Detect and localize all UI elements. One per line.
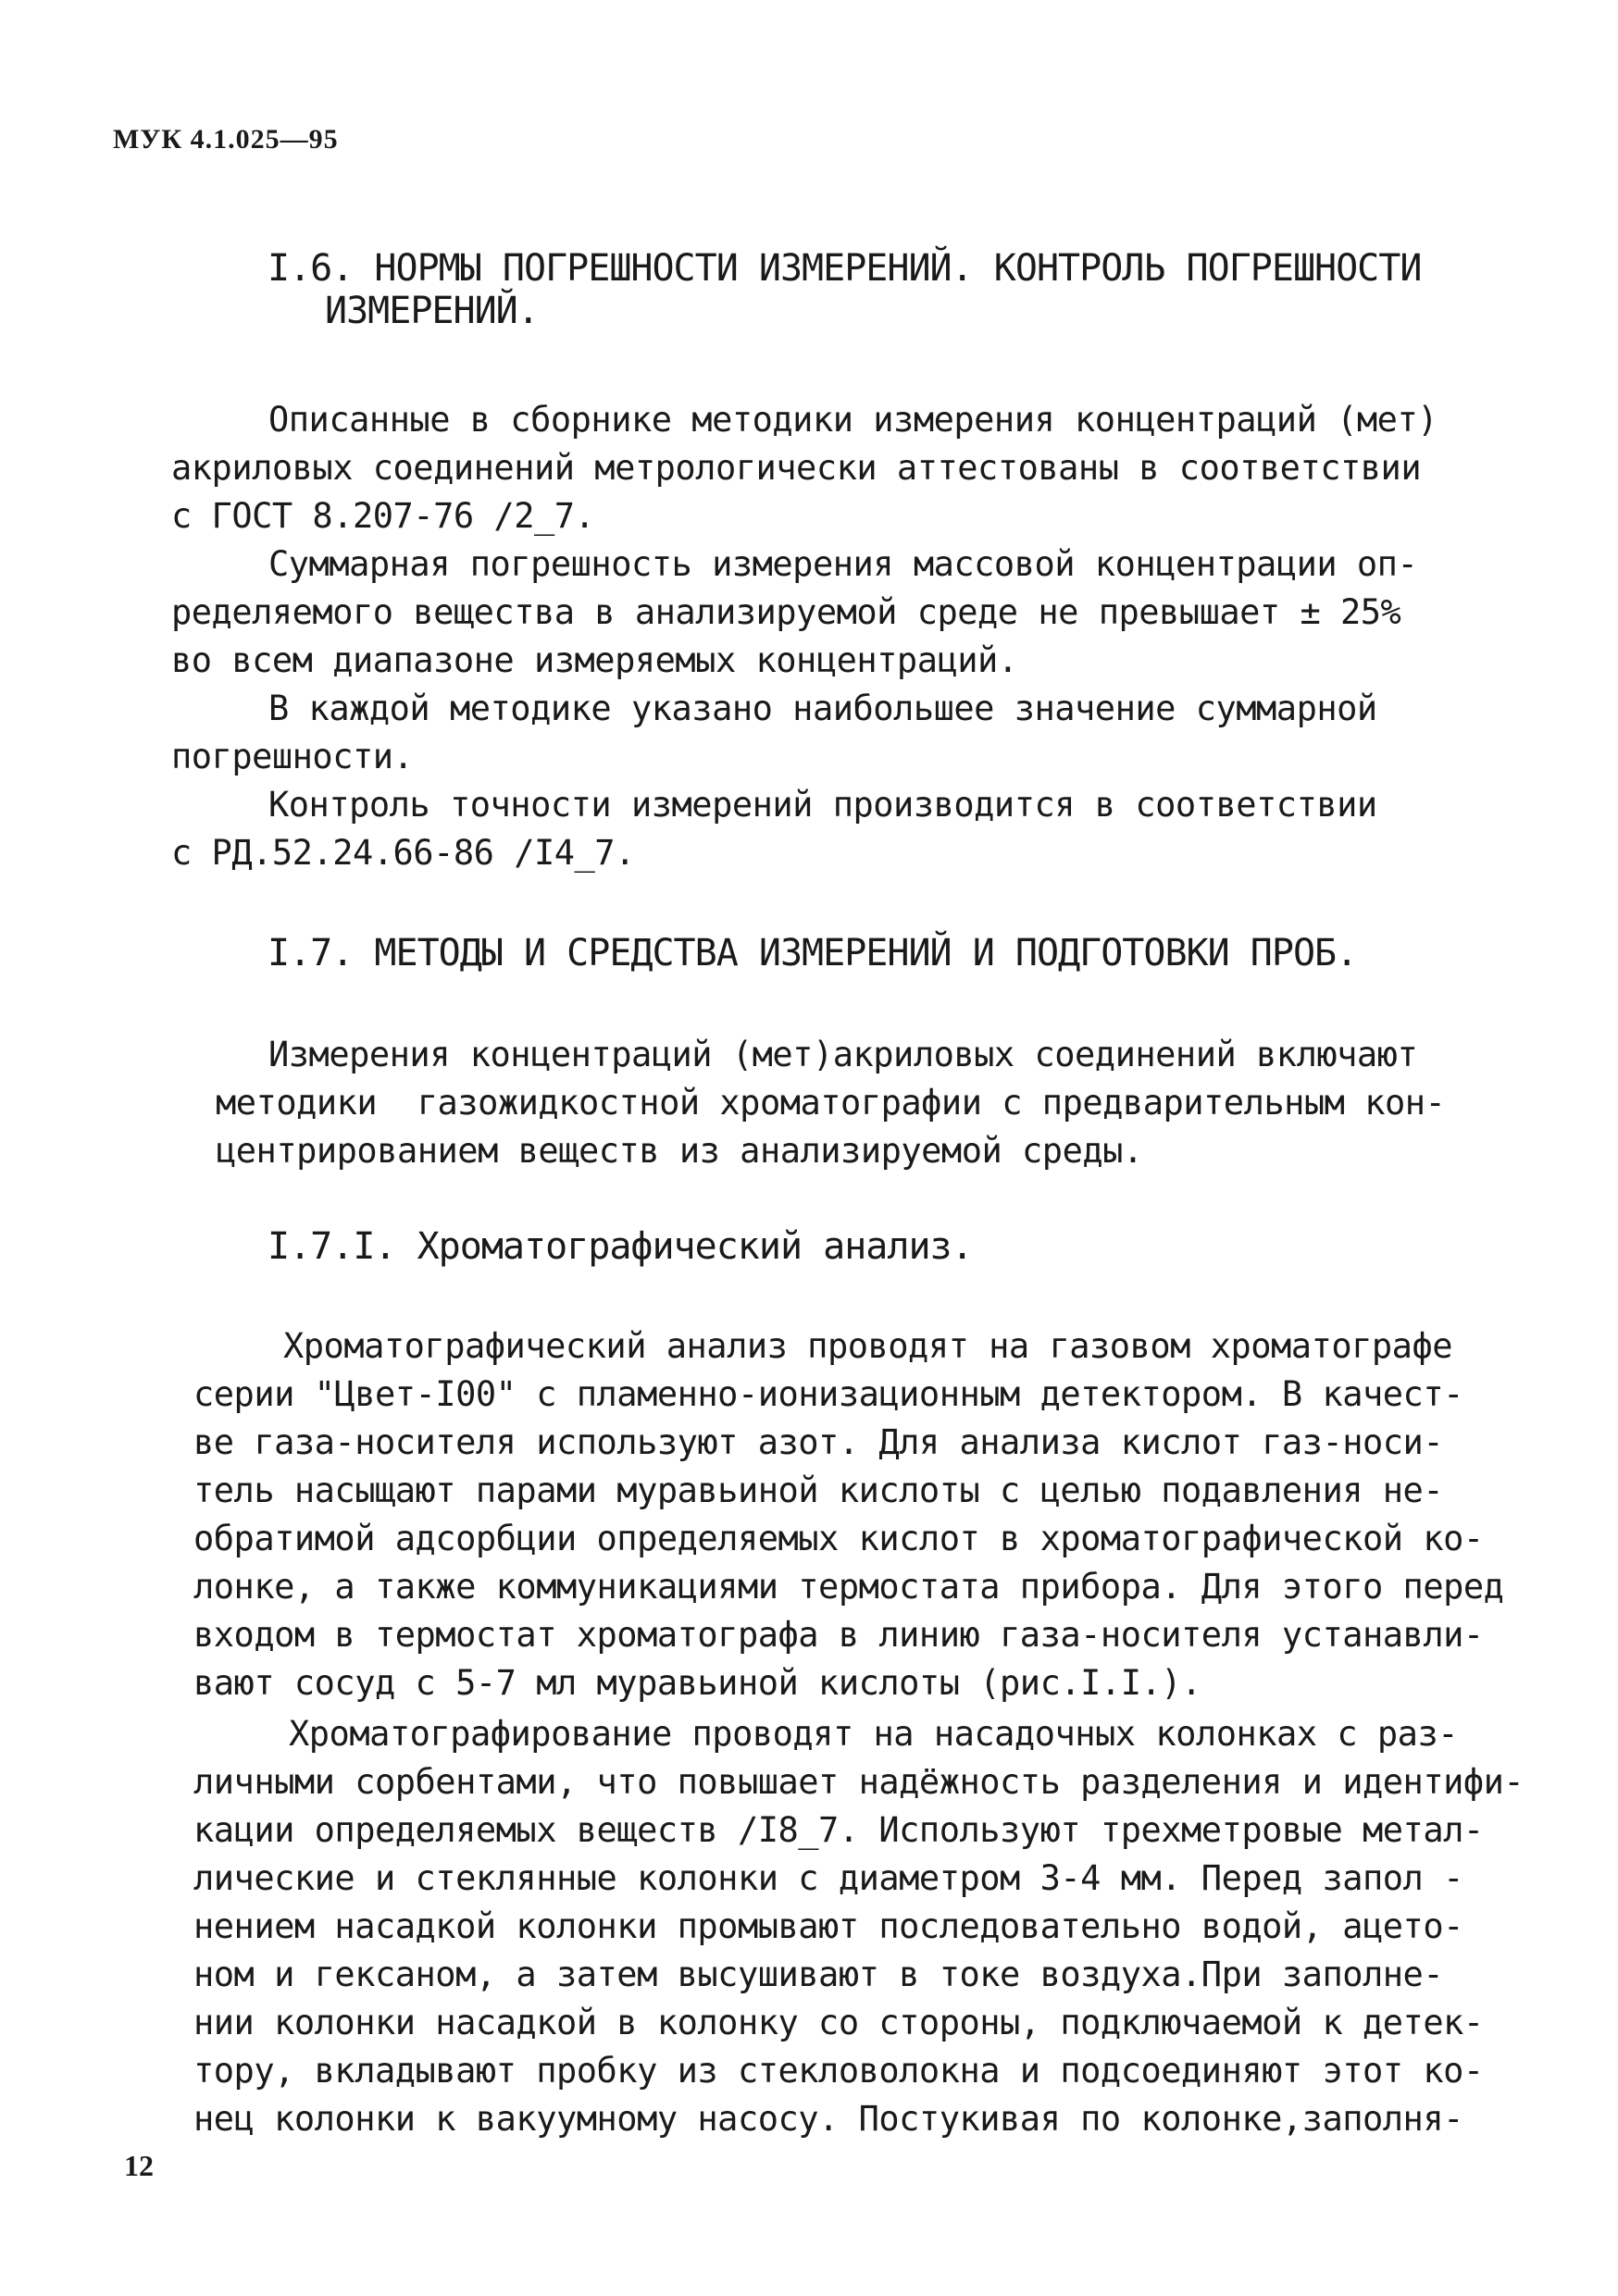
document-code: МУК 4.1.025—95 — [113, 124, 339, 155]
paragraph-line: тору, вкладывают пробку из стекловолокна и подсоединяют этот ко- — [193, 2051, 1484, 2091]
paragraph-line: ном и гексаном, а затем высушивают в токе воздуха.При заполне- — [193, 1955, 1444, 1994]
paragraph-line: Хроматографирование проводят на насадочных колонках с раз- — [289, 1714, 1459, 1754]
paragraph-line: акриловых соединений метрологически аттестованы в соответствии — [171, 448, 1422, 488]
paragraph-line: нением насадкой колонки промывают последовательно водой, ацето- — [193, 1906, 1463, 1946]
paragraph-line: погрешности. — [171, 737, 414, 776]
paragraph-line: обратимой адсорбции определяемых кислот в хроматографической ко- — [193, 1519, 1484, 1558]
paragraph-line: нец колонки к вакуумному насосу. Постукивая по колонке,заполня- — [193, 2099, 1463, 2139]
section-1-7-1-title: I.7.I. Хроматографический анализ. — [268, 1225, 973, 1268]
page-number: 12 — [124, 2149, 154, 2182]
paragraph-line: лические и стеклянные колонки с диаметром 3-4 мм. Перед запол - — [193, 1858, 1463, 1898]
paragraph-line: входом в термостат хроматографа в линию газа-носителя устанавли- — [193, 1615, 1484, 1655]
paragraph-line: тель насыщают парами муравьиной кислоты с целью подавления не- — [193, 1471, 1444, 1510]
paragraph-line: В каждой методике указано наибольшее значение суммарной — [268, 689, 1377, 728]
paragraph-line: Суммарная погрешность измерения массовой концентрации оп- — [268, 544, 1418, 584]
paragraph-line: Измерения концентраций (мет)акриловых соединений включают — [268, 1035, 1418, 1074]
paragraph-line: ределяемого вещества в анализируемой среде не превышает ± 25% — [171, 592, 1401, 632]
paragraph-line: ве газа-носителя используют азот. Для анализа кислот газ-носи- — [193, 1422, 1444, 1462]
paragraph-line: с РД.52.24.66-86 /I4_7. — [171, 833, 635, 873]
paragraph-line: Контроль точности измерений производится в соответствии — [268, 785, 1377, 825]
section-1-6-title-cont: ИЗМЕРЕНИЙ. — [325, 290, 539, 332]
section-1-6-title: I.6. НОРМЫ ПОГРЕШНОСТИ ИЗМЕРЕНИЙ. КОНТРОЛЬ ПОГРЕШНОСТИ — [268, 247, 1422, 290]
paragraph-line: личными сорбентами, что повышает надёжность разделения и идентифи- — [193, 1762, 1525, 1802]
paragraph-line: лонке, а также коммуникациями термостата прибора. Для этого перед — [193, 1567, 1504, 1607]
paragraph-line: Описанные в сборнике методики измерения концентраций (мет) — [268, 400, 1438, 440]
paragraph-line: с ГОСТ 8.207-76 /2_7. — [171, 496, 595, 536]
paragraph-line: серии "Цвет-I00" с пламенно-ионизационным детектором. В качест- — [193, 1374, 1463, 1414]
section-1-7-title: I.7. МЕТОДЫ И СРЕДСТВА ИЗМЕРЕНИЙ И ПОДГОТОВКИ ПРОБ. — [268, 932, 1358, 974]
paragraph-line: кации определяемых веществ /I8_7. Используют трехметровые метал- — [193, 1810, 1484, 1850]
paragraph-line: нии колонки насадкой в колонку со стороны, подключаемой к детек- — [193, 2003, 1484, 2042]
paragraph-line: Хроматографический анализ проводят на газовом хроматографе — [283, 1326, 1453, 1366]
paragraph-line: методики газожидкостной хроматографии с предварительным кон- — [216, 1083, 1446, 1123]
paragraph-line: во всем диапазоне измеряемых концентраций. — [171, 640, 1018, 680]
paragraph-line: вают сосуд с 5-7 мл муравьиной кислоты (рис.I.I.). — [193, 1663, 1201, 1703]
paragraph-line: центрированием веществ из анализируемой среды. — [216, 1131, 1143, 1171]
